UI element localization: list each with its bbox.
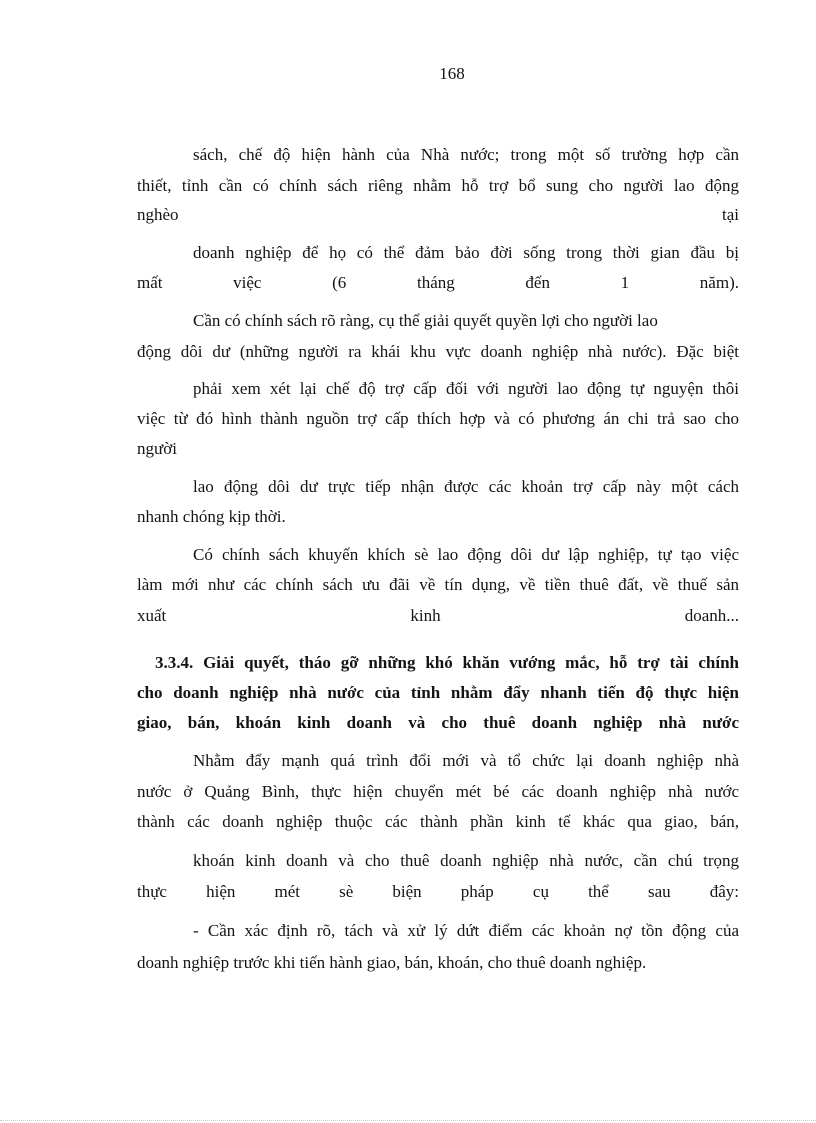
- text-line: doanh nghiệp trước khi tiến hành giao, bán, khoán, cho thuê doanh nghiệp.: [137, 953, 647, 972]
- footer-rule: [0, 1120, 816, 1121]
- text-line: thiết, tỉnh cần có chính sách riêng nhằm hỗ trợ bổ sung cho người lao động: [137, 176, 739, 195]
- text-line: động dôi dư (những người ra khái khu vực doanh nghiệp nhà nước). Đặc biệt: [137, 342, 739, 361]
- text-line: doanh nghiệp để họ có thể đảm bảo đời sống trong thời gian đầu bị: [193, 243, 739, 262]
- page-number: 168: [439, 64, 465, 83]
- text-line: làm mới như các chính sách ưu đãi về tín dụng, về tiền thuê đất, về thuế sản: [137, 575, 739, 594]
- text-line: - Cần xác định rõ, tách và xử lý dứt điểm các khoản nợ tồn động của: [193, 921, 739, 940]
- text-line: khoán kinh doanh và cho thuê doanh nghiệp nhà nước, cần chú trọng: [193, 851, 739, 870]
- text-line: thành các doanh nghiệp thuộc các thành phần kinh tế khác qua giao, bán,: [137, 812, 739, 831]
- text-line: nghèo tại: [137, 205, 739, 224]
- text-line: mất việc (6 tháng đến 1 năm).: [137, 273, 739, 292]
- section-heading: cho doanh nghiệp nhà nước của tỉnh nhằm đẩy nhanh tiến độ thực hiện: [137, 683, 739, 702]
- section-heading: 3.3.4. Giải quyết, tháo gỡ những khó khăn vướng mắc, hỗ trợ tài chính: [155, 653, 739, 672]
- text-line: phải xem xét lại chế độ trợ cấp đối với người lao động tự nguyện thôi: [193, 379, 739, 398]
- text-line: nhanh chóng kịp thời.: [137, 507, 286, 526]
- text-line: Cần có chính sách rõ ràng, cụ thể giải quyết quyền lợi cho người lao: [193, 311, 658, 330]
- text-line: việc từ đó hình thành nguồn trợ cấp thích hợp và có phương án chi trả sao cho: [137, 409, 739, 428]
- text-line: Nhằm đẩy mạnh quá trình đổi mới và tổ chức lại doanh nghiệp nhà: [193, 751, 739, 770]
- text-line: người: [137, 439, 177, 458]
- text-line: sách, chế độ hiện hành của Nhà nước; trong một số trường hợp cần: [193, 145, 739, 164]
- text-line: nước ở Quảng Bình, thực hiện chuyển mét bé các doanh nghiệp nhà nước: [137, 782, 739, 801]
- text-line: thực hiện mét sè biện pháp cụ thể sau đây:: [137, 882, 739, 901]
- section-heading: giao, bán, khoán kinh doanh và cho thuê doanh nghiệp nhà nước: [137, 713, 739, 732]
- text-line: lao động dôi dư trực tiếp nhận được các khoản trợ cấp này một cách: [193, 477, 739, 496]
- text-line: xuất kinh doanh...: [137, 606, 739, 625]
- text-line: Có chính sách khuyến khích sè lao động dôi dư lập nghiệp, tự tạo việc: [193, 545, 739, 564]
